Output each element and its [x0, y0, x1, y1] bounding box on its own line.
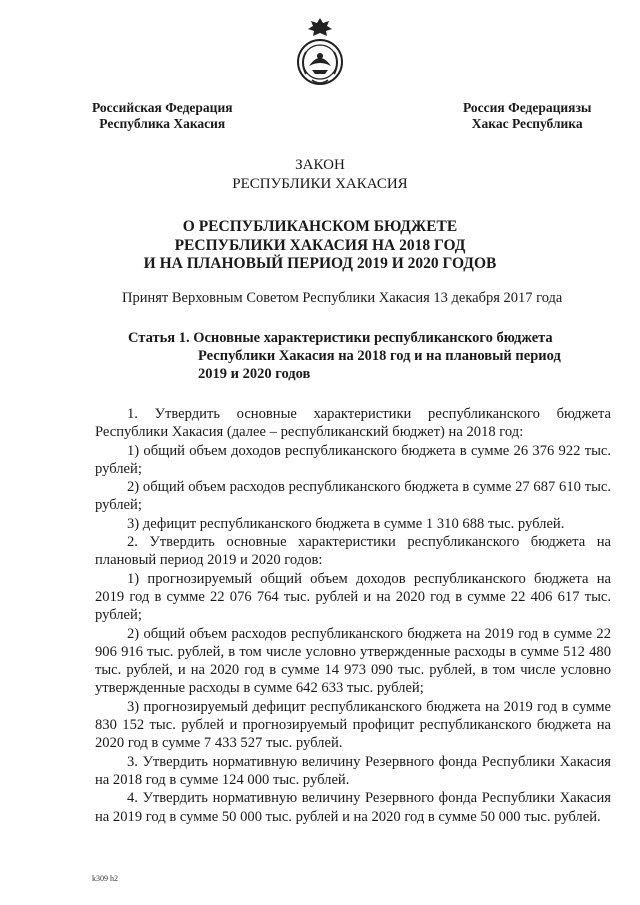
header-right-line1: Россия Федерациязы [463, 100, 592, 115]
footer-code: k309 h2 [92, 874, 118, 883]
header-left-line1: Российская Федерация [92, 100, 233, 115]
document-title [0, 156, 640, 194]
document-subject [0, 218, 640, 274]
paragraph: 3) прогнозируемый дефицит республиканского бюджета на 2019 год в сумме 830 152 тыс. рублей и прогнозируемый профицит республиканского бюджета на 2020 год в сумме 7 433 527 тыс. рублей. [95, 698, 611, 752]
paragraph: 2) общий объем расходов республиканского бюджета в сумме 27 687 610 тыс. рублей; [95, 479, 611, 514]
article-heading-line1: Статья 1. Основные характеристики республиканского бюджета [128, 330, 553, 346]
paragraph: 1. Утвердить основные характеристики республиканского бюджета Республики Хакасия (далее – республиканский бюджет) на 2018 год: [95, 406, 611, 441]
article-heading [128, 329, 608, 383]
coat-of-arms-emblem-icon [292, 14, 348, 94]
header-left [92, 100, 233, 132]
header-right-line2: Хакас Республика [471, 116, 583, 131]
article-body [95, 405, 611, 826]
paragraph: 3. Утвердить нормативную величину Резервного фонда Республики Хакасия на 2018 год в сумме 124 000 тыс. рублей. [95, 753, 611, 788]
article-heading-line3: 2019 и 2020 годов [198, 366, 311, 382]
title-line2: РЕСПУБЛИКИ ХАКАСИЯ [232, 176, 408, 192]
header-right [463, 100, 591, 132]
paragraph: 2. Утвердить основные характеристики республиканского бюджета на плановый период 2019 и 2020 годов: [95, 534, 611, 569]
paragraph: 4. Утвердить нормативную величину Резервного фонда Республики Хакасия на 2019 год в сумме 50 000 тыс. рублей и на 2020 год в сумме 50 000 тыс. рублей. [95, 790, 611, 825]
subject-line3: И НА ПЛАНОВЫЙ ПЕРИОД 2019 И 2020 ГОДОВ [143, 255, 497, 272]
paragraph: 1) прогнозируемый общий объем доходов республиканского бюджета на 2019 год в сумме 22 076 764 тыс. рублей и на 2020 год в сумме 22 406 617 тыс. рублей; [95, 570, 611, 624]
paragraph: 3) дефицит республиканского бюджета в сумме 1 310 688 тыс. рублей. [127, 515, 565, 532]
article-heading-line2: Республики Хакасия на 2018 год и на плановый период [198, 348, 561, 364]
header-left-line2: Республика Хакасия [99, 116, 226, 131]
adoption-statement: Принят Верховным Советом Республики Хакасия 13 декабря 2017 года [122, 290, 563, 306]
subject-line1: О РЕСПУБЛИКАНСКОМ БЮДЖЕТЕ [182, 218, 458, 235]
paragraph: 2) общий объем расходов республиканского бюджета на 2019 год в сумме 22 906 916 тыс. рублей, в том числе условно утвержденные расходы в сумме 512 480 тыс. рублей, и на 2020 год в сумме 14 973 090 тыс. рублей, в том числе условно утвержденные расходы в сумме 642 633 тыс. рублей; [95, 625, 611, 697]
title-line1: ЗАКОН [295, 157, 345, 173]
paragraph: 1) общий объем доходов республиканского бюджета в сумме 26 376 922 тыс. рублей; [95, 442, 611, 477]
subject-line2: РЕСПУБЛИКИ ХАКАСИЯ НА 2018 ГОД [174, 236, 466, 254]
